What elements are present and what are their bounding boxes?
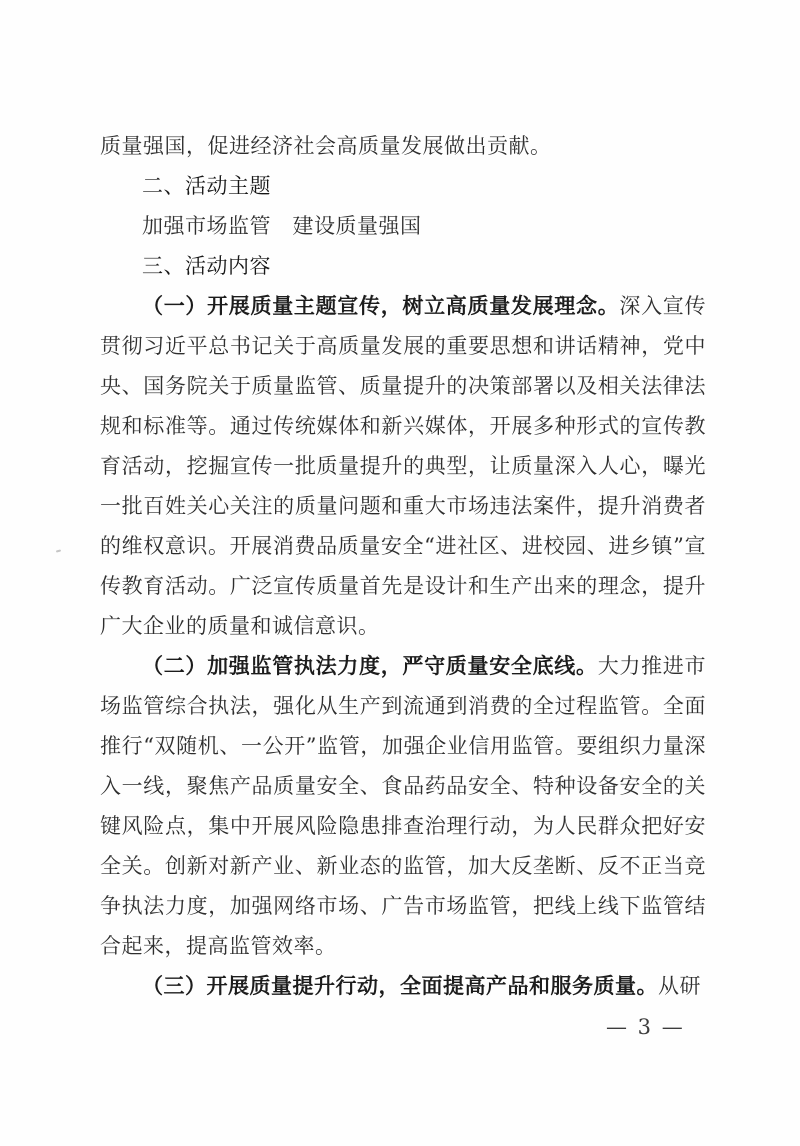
- paragraph-1-text: 深入宣传贯彻习近平总书记关于高质量发展的重要思想和讲话精神，党中央、国务院关于质量监管、质量提升的决策部署以及相关法律法规和标准等。通过传统媒体和新兴媒体，开展多种形式的宣传教育活动，挖掘宣传一批质量提升的典型，让质量深入人心，曝光一批百姓关心关注的质量问题和重大市场违法案件，提升消费者的维权意识。开展消费品质量安全“进社区、进校园、进乡镇”宣传教育活动。广泛宣传质量首先是设计和生产出来的理念，提升广大企业的质量和诚信意识。: [100, 294, 707, 638]
- document-text-block: [100, 126, 706, 1006]
- paragraph-2-text: 大力推进市场监管综合执法，强化从生产到流通到消费的全过程监管。全面推行“双随机、一公开”监管，加强企业信用监管。要组织力量深入一线，聚焦产品质量安全、食品药品安全、特种设备安全的关键风险点，集中开展风险隐患排查治理行动，为人民群众把好安全关。创新对新产业、新业态的监管，加大反垄断、反不正当竞争执法力度，加强网络市场、广告市场监管，把线上线下监管结合起来，提高监管效率。: [100, 654, 707, 958]
- section-heading-activity-theme: 二、活动主题: [142, 174, 271, 198]
- section-heading-activity-content: 三、活动内容: [142, 254, 271, 278]
- paragraph-continuation: 质量强国，促进经济社会高质量发展做出贡献。: [100, 134, 552, 158]
- paragraph-item-3: [100, 966, 706, 1006]
- paragraph-item-1: [100, 286, 706, 646]
- paragraph-3-lead: （三）开展质量提升行动，全面提高产品和服务质量。: [142, 973, 658, 998]
- paragraph-1-lead: （一）开展质量主题宣传，树立高质量发展理念。: [142, 293, 620, 318]
- activity-theme-line: 加强市场监管 建设质量强国: [142, 214, 422, 238]
- paragraph-3-text: 从研: [658, 974, 701, 998]
- page-number: — 3 —: [606, 1015, 685, 1039]
- paragraph-item-2: [100, 646, 706, 966]
- scan-artifact-dot: [56, 549, 61, 552]
- paragraph-2-lead: （二）加强监管执法力度，严守质量安全底线。: [142, 653, 598, 678]
